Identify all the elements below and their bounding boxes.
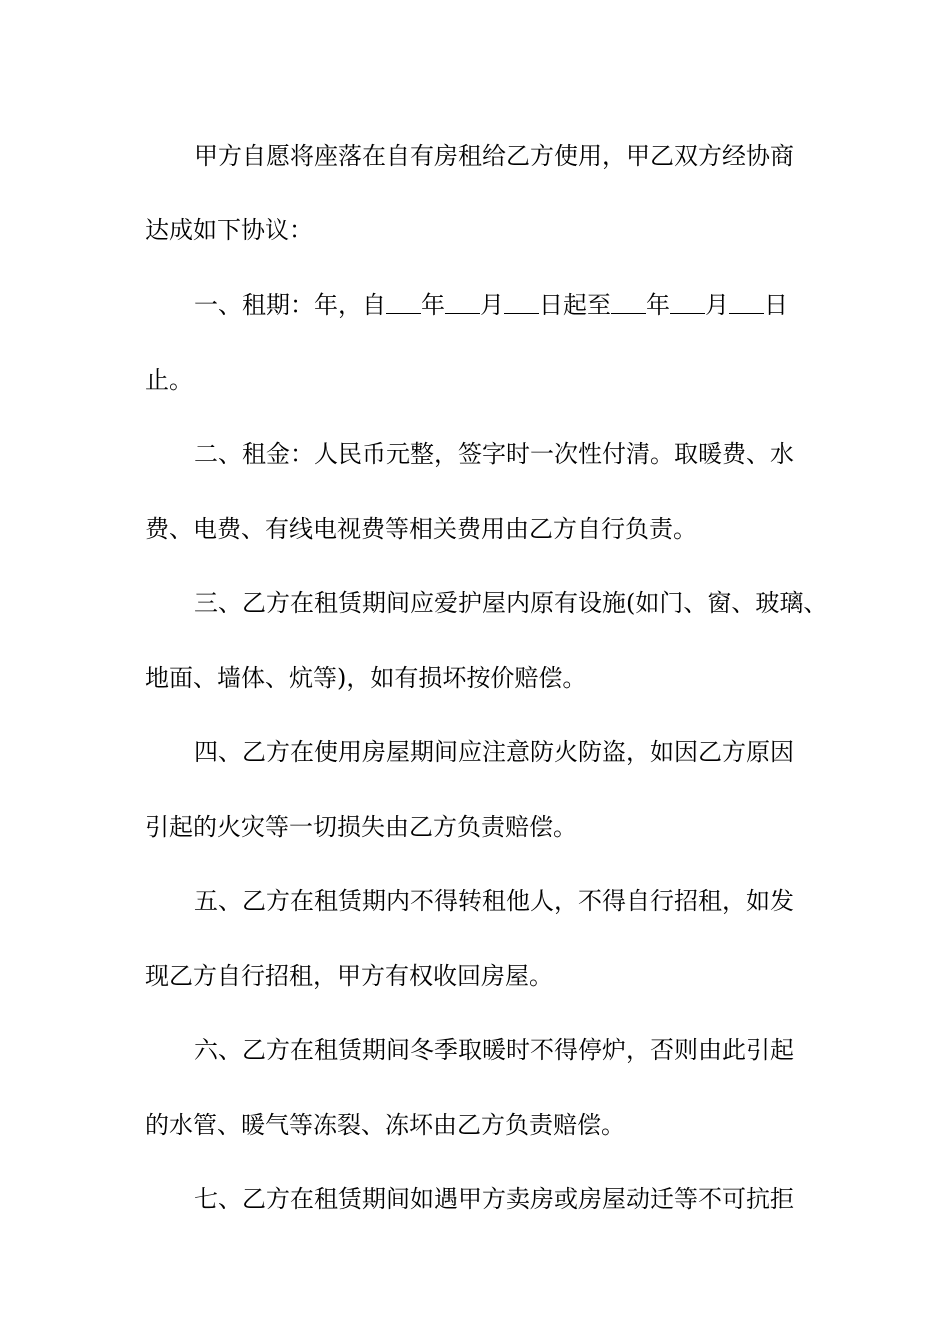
paragraph-intro-line-2	[0, 210, 950, 250]
blank-field	[445, 285, 480, 314]
text-line: 六、乙方在租赁期间冬季取暖时不得停炉，否则由此引起	[194, 1036, 794, 1064]
term-word: 月	[480, 291, 504, 319]
text-line: 达成如下协议：	[145, 216, 313, 244]
text-line: 二、租金：人民币元整，签字时一次性付清。取暖费、水	[194, 440, 794, 468]
blank-field	[386, 285, 421, 314]
clause-2-line-2	[0, 509, 950, 549]
clause-7-line-1	[0, 1179, 950, 1219]
paragraph-intro-line-1	[0, 136, 950, 176]
clause-4-line-1	[0, 732, 950, 772]
blank-field	[670, 285, 705, 314]
blank-field	[504, 285, 539, 314]
text-line: 五、乙方在租赁期内不得转租他人，不得自行招租，如发	[194, 887, 794, 915]
text-line: 七、乙方在租赁期间如遇甲方卖房或房屋动迁等不可抗拒	[194, 1185, 794, 1213]
term-word: 日起至	[539, 291, 611, 319]
text-line: 四、乙方在使用房屋期间应注意防火防盗，如因乙方原因	[194, 738, 794, 766]
blank-field	[729, 285, 764, 314]
term-word: 年	[646, 291, 670, 319]
clause-5-line-2	[0, 956, 950, 996]
clause-3-line-2	[0, 658, 950, 698]
clause-6-line-2	[0, 1105, 950, 1145]
clause-3-line-1	[0, 583, 950, 623]
text-line: 止。	[145, 366, 193, 394]
text-line: 地面、墙体、炕等)，如有损坏按价赔偿。	[145, 664, 587, 692]
text-line: 引起的火灾等一切损失由乙方负责赔偿。	[145, 813, 577, 841]
text-line: 费、电费、有线电视费等相关费用由乙方自行负责。	[145, 515, 697, 543]
term-word: 日	[764, 291, 788, 319]
text-line: 甲方自愿将座落在自有房租给乙方使用，甲乙双方经协商	[194, 142, 794, 170]
text-line: 现乙方自行招租，甲方有权收回房屋。	[145, 962, 553, 990]
text-line: 一、租期：年，自	[194, 291, 386, 319]
term-clause	[194, 285, 788, 325]
blank-field	[611, 285, 646, 314]
clause-6-line-1	[0, 1030, 950, 1070]
clause-4-line-2	[0, 807, 950, 847]
clause-5-line-1	[0, 881, 950, 921]
text-line: 的水管、暖气等冻裂、冻坏由乙方负责赔偿。	[145, 1111, 625, 1139]
term-word: 年	[421, 291, 445, 319]
text-line: 三、乙方在租赁期间应爱护屋内原有设施(如门、窗、玻璃、	[194, 589, 828, 617]
term-word: 月	[705, 291, 729, 319]
clause-1-line-2	[0, 360, 950, 400]
clause-2-line-1	[0, 434, 950, 474]
clause-1-line-1	[0, 285, 950, 325]
